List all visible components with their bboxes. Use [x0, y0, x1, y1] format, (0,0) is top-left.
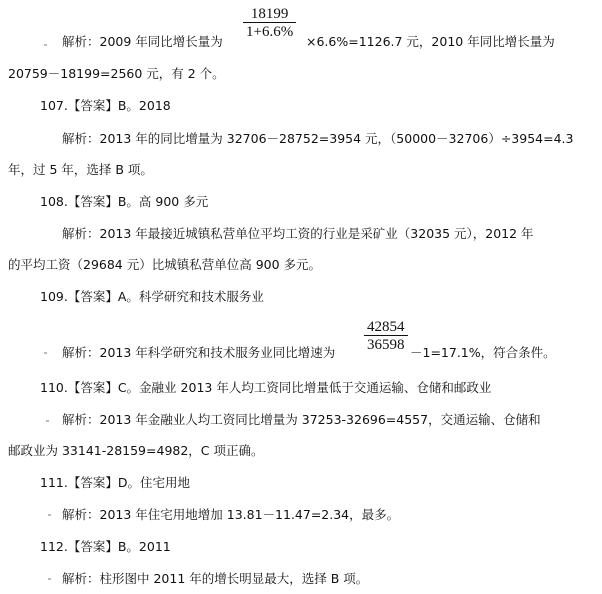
answer-line: 112.【答案】B。2011	[40, 539, 171, 554]
analysis-line: 解析：2013 年科学研究和技术服务业同比增速为	[62, 345, 336, 360]
scan-speck	[44, 44, 47, 46]
analysis-line: 解析：2009 年同比增长量为	[62, 34, 223, 49]
scan-speck	[48, 578, 51, 580]
analysis-line: 20759－18199=2560 元，有 2 个。	[8, 66, 225, 81]
scan-speck	[44, 352, 47, 354]
analysis-line: 解析：柱形图中 2011 年的增长明显最大，选择 B 项。	[62, 571, 369, 586]
answer-line: 111.【答案】D。住宅用地	[40, 475, 190, 490]
analysis-line: 解析：2013 年金融业人均工资同比增量为 37253-32696=4557，交通运输、仓储和	[62, 412, 541, 427]
analysis-line: 解析：2013 年的同比增量为 32706－28752=3954 元，（50000－32706）÷3954=4.3	[62, 131, 574, 146]
answer-line: 108.【答案】B。高 900 多元	[40, 194, 209, 209]
fraction	[364, 319, 408, 354]
scan-speck	[48, 514, 51, 516]
fraction-denominator: 1+6.6%	[246, 24, 294, 40]
fraction-numerator: 42854	[367, 319, 405, 335]
analysis-line: 解析：2013 年最接近城镇私营单位平均工资的行业是采矿业（32035 元），2012 年	[62, 226, 534, 241]
answer-line: 109.【答案】A。科学研究和技术服务业	[40, 289, 264, 304]
analysis-line: 年，过 5 年，选择 B 项。	[8, 162, 153, 177]
answer-line: 110.【答案】C。金融业 2013 年人均工资同比增量低于交通运输、仓储和邮政业	[40, 380, 492, 395]
analysis-line: 邮政业为 33141-28159=4982，C 项正确。	[8, 443, 264, 458]
analysis-line: ×6.6%=1126.7 元，2010 年同比增长量为	[306, 34, 555, 49]
analysis-line: 的平均工资（29684 元）比城镇私营单位高 900 多元。	[8, 257, 322, 272]
fraction-numerator: 18199	[250, 6, 289, 22]
answer-line: 107.【答案】B。2018	[40, 98, 171, 113]
fraction	[243, 6, 296, 41]
scan-speck	[46, 420, 49, 422]
analysis-line: －1=17.1%，符合条件。	[410, 345, 556, 360]
analysis-line: 解析：2013 年住宅用地增加 13.81－11.47=2.34，最多。	[62, 507, 400, 522]
fraction-denominator: 36598	[367, 337, 405, 353]
